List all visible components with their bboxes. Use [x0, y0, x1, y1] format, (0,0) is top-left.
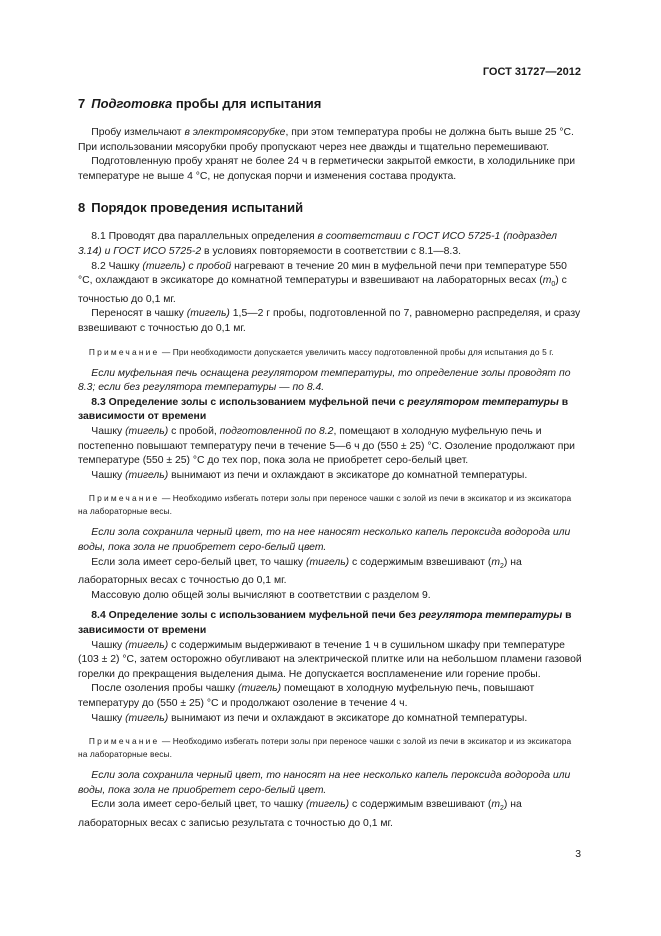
paragraph-8-1: 8.1 Проводят два параллельных определения в соответствии с ГОСТ ИСО 5725-1 (подраздел 3.14) и ГОСТ ИСО 5725-2 в условиях повторяемости в соответствии с 8.1—8.3. [78, 231, 557, 257]
paragraph: Если зола имеет серо-белый цвет, то чашку (тигель) с содержимым взвешивают $(m_2)$ на лабораторных весах с точностью до 0,1 мг. [78, 556, 522, 587]
section-7-heading: 7 Подготовка пробы для испытания [78, 96, 322, 111]
standard-code: ГОСТ 31727—2012 [482, 66, 581, 78]
italic-paragraph: Если зола сохранила черный цвет, то наносят на нее несколько капель пероксида водорода или воды, пока зола не приобретет серо-белый цвет. [78, 770, 571, 796]
italic-paragraph: Если муфельная печь оснащена регулятором температуры, то определение золы проводят по 8.3; если без регулятора температуры — по 8.4. [78, 367, 571, 394]
paragraph: Чашку (тигель) вынимают из печи и охлаждают в эксикаторе до комнатной температуры. [91, 712, 528, 724]
note: Примечание — Необходимо избегать потери золы при переносе чашки с золой из печи в эксикатор и из эксикатора на лабораторные весы. [78, 736, 572, 760]
paragraph: Чашку (тигель) с содержимым выдерживают в течение 1 ч в сушильном шкафу при температуре (103 ± 2) °С, затем осторожно обугливают на электрической плитке или на небольшом пламени газовой горелки до прекращения выделения дыма. Не допускается воспламенение или горение пробы. [78, 639, 582, 680]
paragraph: Если зола имеет серо-белый цвет, то чашку (тигель) с содержимым взвешивают $(m_2)$ на лабораторных весах с записью результата с точностью до 0,1 мг. [78, 799, 522, 830]
paragraph: Чашку (тигель) вынимают из печи и охлаждают в эксикаторе до комнатной температуры. [91, 469, 528, 481]
paragraph: Чашку (тигель) с пробой, подготовленной по 8.2, помещают в холодную муфельную печь и постепенно повышают температуру печи в течение 5—6 ч до (550 ± 25) °С. Озоление продолжают при температуре (550 ± 25) °С до тех пор, пока зола не приобретет серо-белый цвет. [78, 425, 575, 467]
paragraph: Массовую долю общей золы вычисляют в соответствии с разделом 9. [91, 589, 431, 601]
paragraph: Пробу измельчают в электромясорубке, при этом температура пробы не должна быть выше 25 °С. При использовании мясорубки пробу пропускают через нее дважды и тщательно перемешивают. [78, 127, 574, 153]
paragraph: Подготовленную пробу хранят не более 24 ч в герметически закрытой емкости, в холодильнике при температуре не выше 4 °С, не допуская порчи и изменения состава продукта. [78, 156, 576, 182]
page-content [78, 96, 582, 832]
section-8-heading: 8 Порядок проведения испытаний [78, 200, 304, 216]
page-number: 3 [575, 849, 581, 860]
paragraph: Переносят в чашку (тигель) 1,5—2 г пробы, подготовленной по 7, равномерно распределяя, и сразу взвешивают с точностью до 0,1 мг. [78, 308, 581, 335]
note: Примечание — При необходимости допускается увеличить массу подготовленной пробы для испытания до 5 г. [88, 346, 554, 357]
subsection-8-3-heading: 8.3 Определение золы с использованием муфельной печи с регулятором температуры в зависимости от времени [78, 396, 569, 423]
subsection-8-4-heading: 8.4 Определение золы с использованием муфельной печи без регулятора температуры в зависимости от времени [78, 610, 572, 636]
italic-paragraph: Если зола сохранила черный цвет, то на нее наносят несколько капель пероксида водорода или воды, пока зола не приобретет серо-белый цвет. [78, 527, 571, 553]
paragraph-8-2: 8.2 Чашку (тигель) с пробой нагревают в течение 20 мин в муфельной печи при температуре 550 °С, охлаждают в эксикаторе до комнатной температуры и взвешивают на лабораторных весах $(m_0)$ с точностью до 0,1 мг. [78, 260, 567, 305]
paragraph: После озоления пробы чашку (тигель) помещают в холодную муфельную печь, повышают температуру до (550 ± 25) °С и продолжают озоление в течение 4 ч. [78, 683, 535, 709]
note: Примечание — Необходимо избегать потери золы при переносе чашки с золой из печи в эксикатор и из эксикатора на лабораторные весы. [78, 493, 572, 517]
